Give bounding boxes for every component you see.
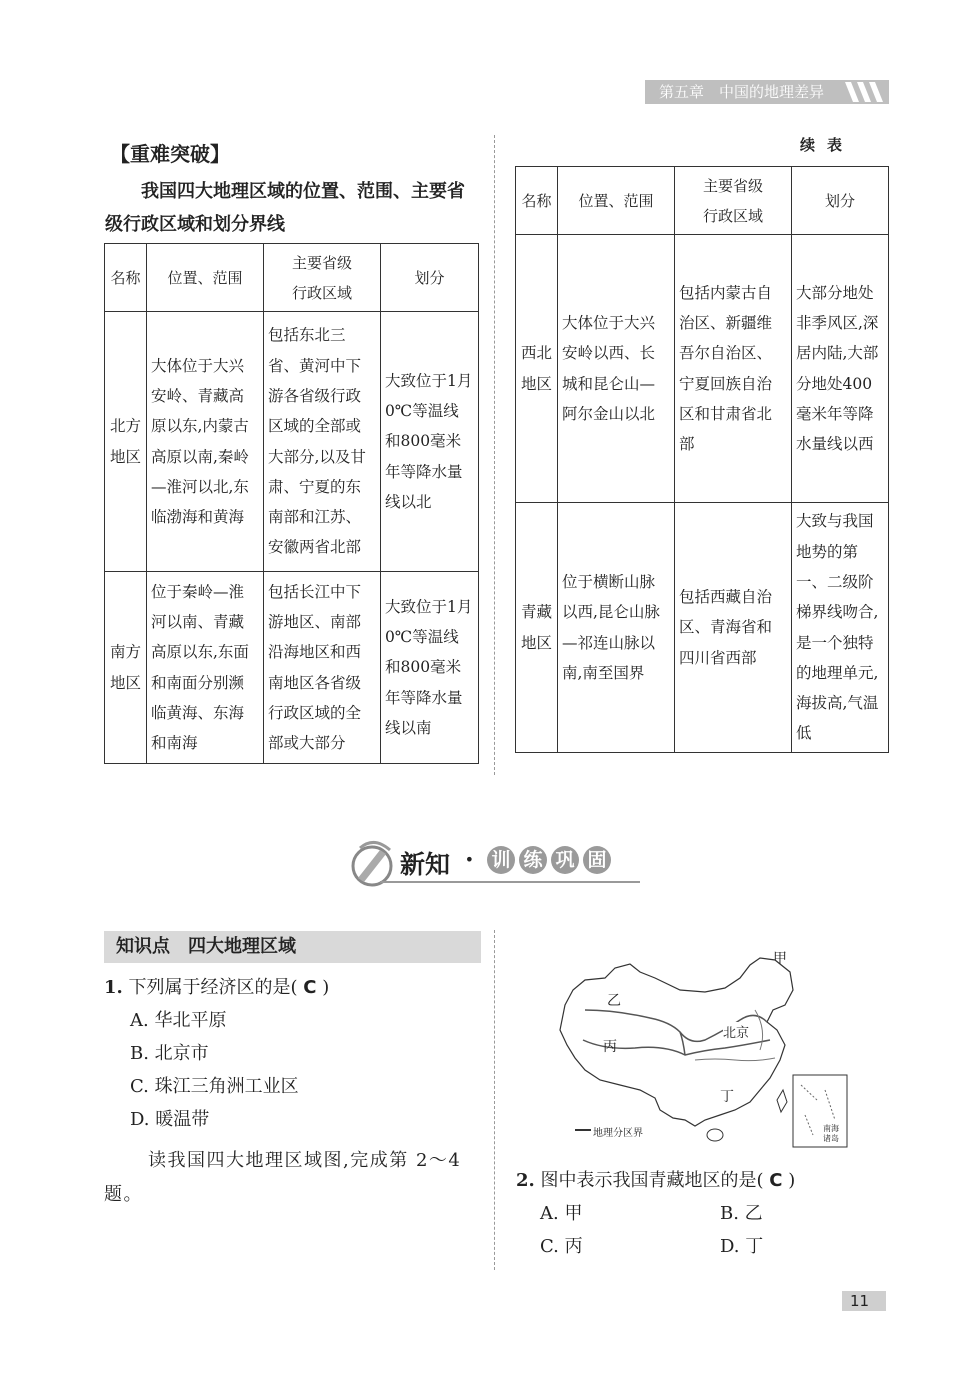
- header-name: 名称: [516, 167, 558, 235]
- option-a: A. 华北平原: [130, 1010, 227, 1031]
- question-stem: 下列属于经济区的是(: [128, 977, 298, 998]
- question-close: ): [322, 977, 330, 998]
- question-answer: C: [303, 977, 317, 998]
- map-label-yi: 乙: [607, 993, 621, 1009]
- header-name: 名称: [105, 244, 147, 312]
- header-position: 位置、范围: [147, 244, 264, 312]
- option-b: B. 乙: [720, 1203, 763, 1224]
- question-2: [516, 1166, 795, 1192]
- region-name: 青藏地区: [516, 503, 558, 753]
- column-divider-bottom: [494, 930, 495, 1270]
- map-label-bing: 丙: [603, 1039, 617, 1055]
- header-position: 位置、范围: [558, 167, 675, 235]
- option-d: D. 暖温带: [130, 1109, 210, 1130]
- table-header-row: [105, 244, 479, 312]
- region-provinces: 包括东北三省、黄河中下游各省级行政区域的全部或大部分,以及甘肃、宁夏的东南部和江苏、安徽两省北部: [264, 312, 381, 572]
- region-division: 大致位于1月0℃等温线和800毫米年等降水量线以南: [381, 572, 479, 764]
- chapter-header: [645, 80, 889, 104]
- region-position: 位于秦岭—淮河以南、青藏高原以东,东面和南面分别濒临黄海、东海和南海: [147, 572, 264, 764]
- section-title: 【重难突破】: [110, 142, 230, 166]
- region-name: 南方地区: [105, 572, 147, 764]
- region-name: 北方地区: [105, 312, 147, 572]
- table-header-row: [516, 167, 889, 235]
- section-banner: [350, 838, 650, 890]
- question-number: 1.: [104, 977, 123, 998]
- regions-table-right: [515, 166, 889, 753]
- map-legend: 地理分区界: [593, 1128, 643, 1139]
- regions-table-left: [104, 243, 479, 764]
- region-position: 大体位于大兴安岭以西、长城和昆仑山—阿尔金山以北: [558, 235, 675, 503]
- reading-instruction: 读我国四大地理区域图,完成第 2～4 题。: [104, 1150, 462, 1205]
- banner-dot: ·: [465, 845, 474, 874]
- map-label-beijing: 北京: [723, 1022, 749, 1041]
- question-stem: 图中表示我国青藏地区的是(: [540, 1170, 764, 1191]
- chapter-title: 第五章 中国的地理差异: [659, 83, 825, 101]
- page-number-tab: [842, 1291, 886, 1311]
- banner-char: 练: [519, 846, 547, 874]
- banner-char: 巩: [551, 846, 579, 874]
- intro-text: 我国四大地理区域的位置、范围、主要省级行政区域和划分界线: [105, 181, 465, 235]
- region-position: 位于横断山脉以西,昆仑山脉—祁连山脉以南,南至国界: [558, 503, 675, 753]
- header-division: 划分: [381, 244, 479, 312]
- header-division: 划分: [792, 167, 889, 235]
- china-regions-map: [555, 950, 855, 1150]
- option-d: D. 丁: [720, 1236, 764, 1257]
- banner-title: 新知: [400, 850, 451, 879]
- option-a: A. 甲: [540, 1203, 583, 1224]
- column-divider-top: [494, 135, 495, 775]
- banner-char: 固: [583, 846, 611, 874]
- option-c: C. 珠江三角洲工业区: [130, 1076, 299, 1097]
- knowledge-point-bar: [104, 931, 481, 963]
- question-number: 2.: [516, 1170, 535, 1191]
- banner-char: 训: [487, 846, 515, 874]
- header-provinces: 主要省级 行政区域: [675, 167, 792, 235]
- map-label-ding: 丁: [720, 1089, 734, 1105]
- region-division: 大致与我国地势的第一、二级阶梯界线吻合,是一个独特的地理单元,海拔高,气温低: [792, 503, 889, 753]
- table-row: [516, 503, 889, 753]
- header-stripes-decoration: [843, 80, 887, 104]
- region-position: 大体位于大兴安岭、青藏高原以东,内蒙古高原以南,秦岭—淮河以北,东临渤海和黄海: [147, 312, 264, 572]
- question-close: ): [788, 1170, 796, 1191]
- region-provinces: 包括内蒙古自治区、新疆维吾尔自治区、宁夏回族自治区和甘肃省北部: [675, 235, 792, 503]
- region-division: 大部分地处非季风区,深居内陆,大部分地处400毫米年等降水量线以西: [792, 235, 889, 503]
- question-answer: C: [769, 1170, 783, 1191]
- region-division: 大致位于1月0℃等温线和800毫米年等降水量线以北: [381, 312, 479, 572]
- header-provinces: 主要省级 行政区域: [264, 244, 381, 312]
- map-label-jia: 甲: [773, 951, 787, 967]
- option-b: B. 北京市: [130, 1043, 209, 1064]
- table-row: [105, 572, 479, 764]
- option-c: C. 丙: [540, 1236, 583, 1257]
- map-graphic: [555, 950, 855, 1150]
- question-1: [104, 973, 329, 999]
- map-inset-label: 南海诸岛: [823, 1124, 839, 1143]
- page-number: 11: [850, 1292, 870, 1310]
- table-row: [516, 235, 889, 503]
- region-provinces: 包括西藏自治区、青海省和四川省西部: [675, 503, 792, 753]
- region-name: 西北地区: [516, 235, 558, 503]
- knowledge-point-title: 知识点 四大地理区域: [116, 936, 296, 957]
- continued-table-label: 续表: [800, 136, 855, 154]
- region-provinces: 包括长江中下游地区、南部沿海地区和西南地区各省级行政区域的全部或大部分: [264, 572, 381, 764]
- table-row: [105, 312, 479, 572]
